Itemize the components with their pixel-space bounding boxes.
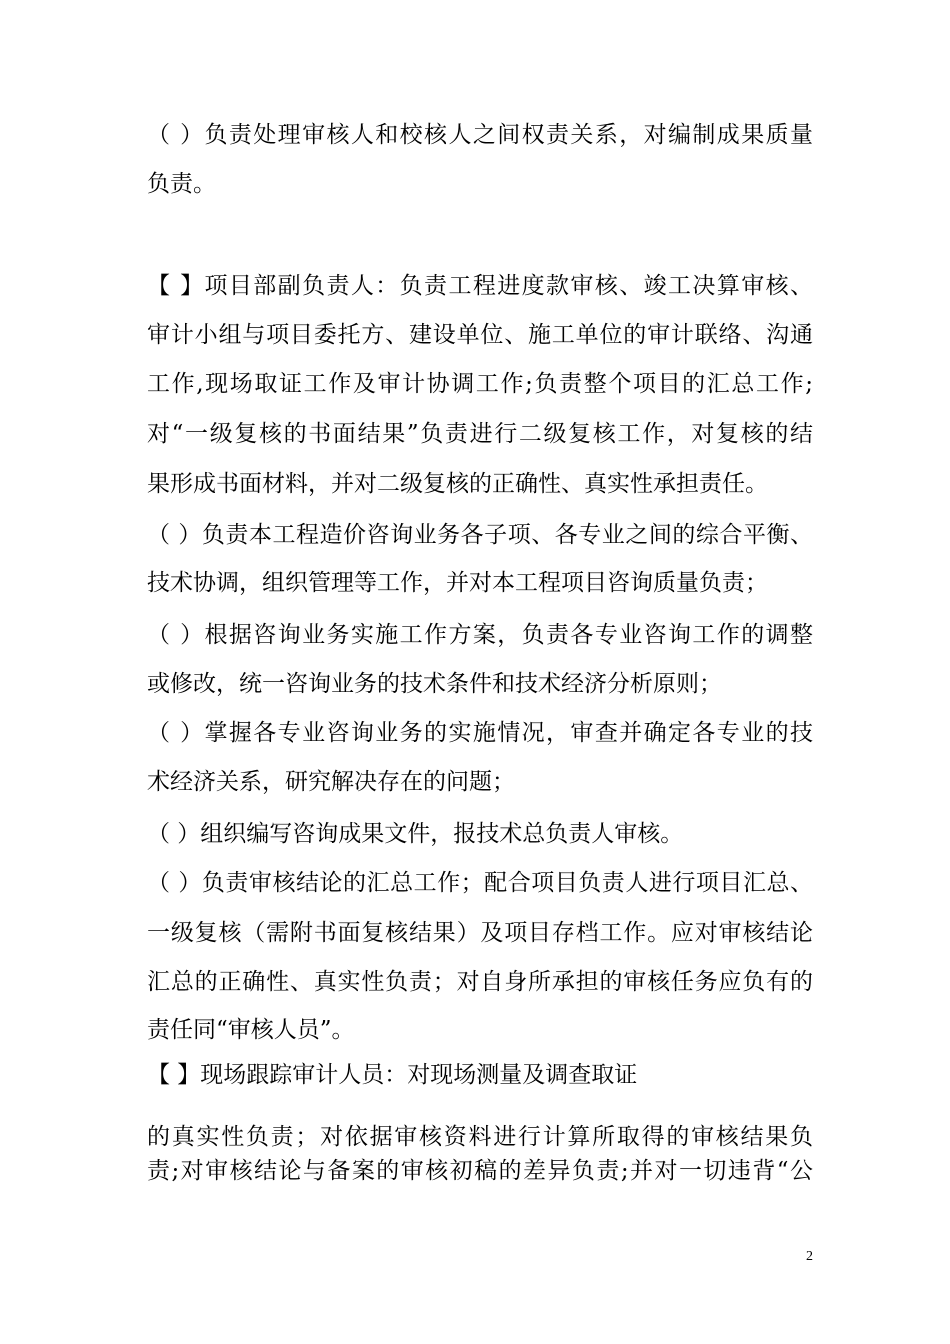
text-line: （ ）负责本工程造价咨询业务各子项、各专业之间的综合平衡、 bbox=[147, 522, 813, 548]
text-line: （ ）负责处理审核人和校核人之间权责关系，对编制成果质量 bbox=[147, 122, 813, 148]
text-line: （ ）组织编写咨询成果文件，报技术总负责人审核。 bbox=[147, 821, 684, 847]
text-line: 一级复核（需附书面复核结果）及项目存档工作。应对审核结论 bbox=[147, 920, 813, 946]
text-line: 工作,现场取证工作及审计协调工作;负责整个项目的汇总工作; bbox=[147, 371, 813, 397]
text-line: 或修改，统一咨询业务的技术条件和技术经济分析原则； bbox=[147, 671, 722, 697]
text-line: 技术协调，组织管理等工作，并对本工程项目咨询质量负责； bbox=[147, 570, 768, 596]
text-line: 负责。 bbox=[147, 171, 216, 197]
text-line: 责任同“审核人员”。 bbox=[147, 1017, 355, 1043]
text-line: 汇总的正确性、真实性负责；对自身所承担的审核任务应负有的 bbox=[147, 969, 813, 995]
text-line: 审计小组与项目委托方、建设单位、施工单位的审计联络、沟通 bbox=[147, 322, 813, 348]
text-line: 术经济关系，研究解决存在的问题； bbox=[147, 769, 515, 795]
text-line: （ ）负责审核结论的汇总工作；配合项目负责人进行项目汇总、 bbox=[147, 870, 813, 896]
text-line: （ ）根据咨询业务实施工作方案，负责各专业咨询工作的调整 bbox=[147, 622, 813, 648]
text-line: 责;对审核结论与备案的审核初稿的差异负责;并对一切违背“公 bbox=[147, 1158, 813, 1184]
text-line: （ ）掌握各专业咨询业务的实施情况，审查并确定各专业的技 bbox=[147, 720, 813, 746]
text-line: 【 】项目部副负责人：负责工程进度款审核、竣工决算审核、 bbox=[147, 273, 813, 299]
text-line: 果形成书面材料，并对二级复核的正确性、真实性承担责任。 bbox=[147, 471, 768, 497]
text-line: 的真实性负责；对依据审核资料进行计算所取得的审核结果负 bbox=[147, 1124, 813, 1150]
text-line: 【 】现场跟踪审计人员：对现场测量及调查取证 bbox=[147, 1062, 638, 1088]
text-line: 对“一级复核的书面结果”负责进行二级复核工作，对复核的结 bbox=[147, 421, 813, 447]
page-number: 2 bbox=[806, 1249, 813, 1264]
